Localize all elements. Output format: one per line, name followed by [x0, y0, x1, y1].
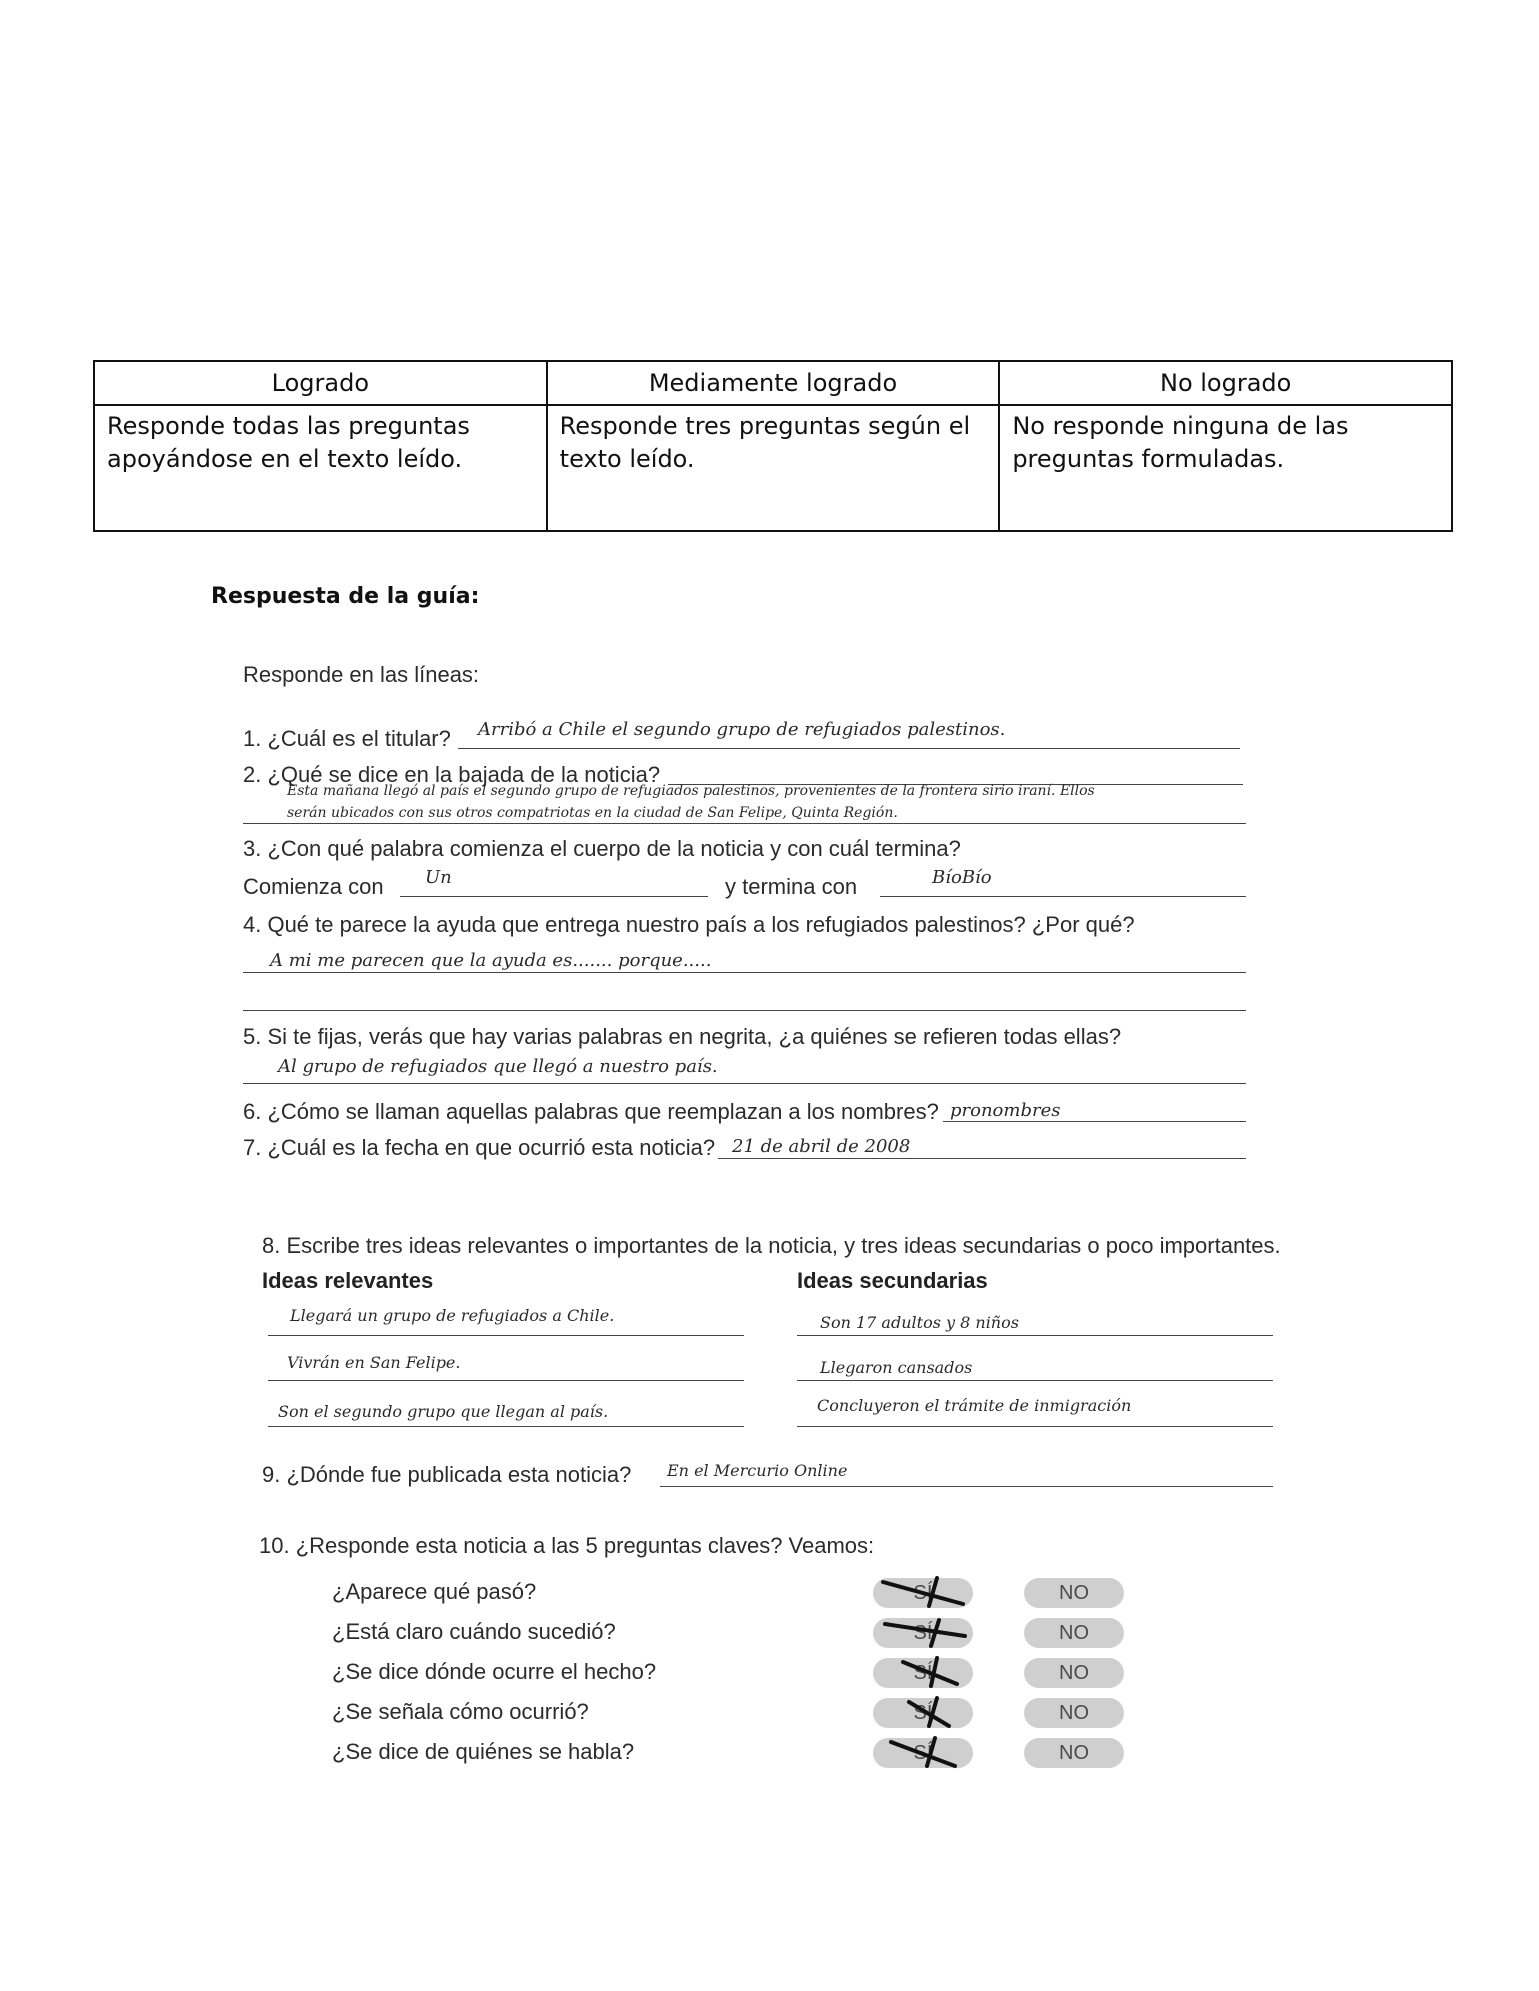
- q10-item-5-yes-pill[interactable]: SÍ: [873, 1738, 973, 1768]
- rubric-desc-no-logrado: No responde ninguna de las preguntas formuladas.: [999, 405, 1452, 531]
- q10-item-2: ¿Está claro cuándo sucedió?: [332, 1619, 616, 1644]
- q8-relevant-line-1: [268, 1335, 744, 1336]
- q1-answer-line: [458, 748, 1240, 749]
- rubric-header-logrado: Logrado: [94, 361, 547, 405]
- q2-question: 2. ¿Qué se dice en la bajada de la noticia?: [243, 762, 661, 787]
- q9-answer: En el Mercurio Online: [667, 1461, 848, 1480]
- q8-relevant-heading: Ideas relevantes: [262, 1268, 434, 1293]
- q3-starts-line: [400, 896, 708, 897]
- q6-answer-line: [943, 1121, 1246, 1122]
- section-heading: Respuesta de la guía:: [211, 584, 480, 609]
- q10-item-1-check-mark-icon: [875, 1574, 975, 1610]
- q8-relevant-line-2: [268, 1380, 744, 1381]
- q10-item-3-yes-pill[interactable]: SÍ: [873, 1658, 973, 1688]
- q3-question: 3. ¿Con qué palabra comienza el cuerpo de la noticia y con cuál termina?: [243, 836, 961, 861]
- q10-item-2-yes-pill[interactable]: SÍ: [873, 1618, 973, 1648]
- rubric-table: [93, 360, 1453, 532]
- q3-ends-line: [880, 896, 1246, 897]
- rubric-header-mediamente-logrado: Mediamente logrado: [547, 361, 1000, 405]
- q10-item-5: ¿Se dice de quiénes se habla?: [332, 1739, 635, 1764]
- rubric-desc-mediamente-logrado: Responde tres preguntas según el texto leído.: [547, 405, 1000, 531]
- q9-answer-line: [660, 1486, 1273, 1487]
- q7-answer-line: [718, 1158, 1246, 1159]
- q10-item-1-no-pill[interactable]: NO: [1024, 1578, 1124, 1608]
- q6-question: 6. ¿Cómo se llaman aquellas palabras que reemplazan a los nombres?: [243, 1099, 939, 1124]
- q7-question: 7. ¿Cuál es la fecha en que ocurrió esta noticia?: [243, 1135, 716, 1160]
- q8-secondary-line-1: [797, 1335, 1273, 1336]
- q8-question: 8. Escribe tres ideas relevantes o importantes de la noticia, y tres ideas secundarias o poco importantes.: [262, 1233, 1281, 1258]
- q4-answer-line-1: [243, 972, 1246, 973]
- q3-ends-label: y termina con: [725, 874, 858, 899]
- q8-relevant-2: Vivrán en San Felipe.: [287, 1353, 461, 1372]
- q6-answer: pronombres: [950, 1100, 1061, 1121]
- q8-relevant-line-3: [268, 1426, 744, 1427]
- q3-starts-label: Comienza con: [243, 874, 384, 899]
- q10-item-4: ¿Se señala cómo ocurrió?: [332, 1699, 589, 1724]
- q8-secondary-line-3: [797, 1426, 1273, 1427]
- q9-question: 9. ¿Dónde fue publicada esta noticia?: [262, 1462, 632, 1487]
- q10-item-5-no-pill[interactable]: NO: [1024, 1738, 1124, 1768]
- instruction: Responde en las líneas:: [243, 662, 480, 687]
- q10-item-2-no-pill[interactable]: NO: [1024, 1618, 1124, 1648]
- q1-answer: Arribó a Chile el segundo grupo de refugiados palestinos.: [478, 719, 1006, 740]
- q7-answer: 21 de abril de 2008: [732, 1136, 911, 1157]
- q4-answer: A mi me parecen que la ayuda es....... porque.....: [270, 950, 712, 971]
- q10-item-4-yes-pill[interactable]: SÍ: [873, 1698, 973, 1728]
- q8-relevant-1: Llegará un grupo de refugiados a Chile.: [290, 1306, 615, 1325]
- rubric-desc-logrado: Responde todas las preguntas apoyándose en el texto leído.: [94, 405, 547, 531]
- q10-item-1: ¿Aparece qué pasó?: [332, 1579, 537, 1604]
- q10-item-5-check-mark-icon: [875, 1734, 975, 1770]
- q4-answer-line-2: [243, 1010, 1246, 1011]
- q10-item-1-yes-pill[interactable]: SÍ: [873, 1578, 973, 1608]
- q5-answer: Al grupo de refugiados que llegó a nuestro país.: [278, 1056, 718, 1077]
- q10-item-3-no-pill[interactable]: NO: [1024, 1658, 1124, 1688]
- q8-secondary-line-2: [797, 1380, 1273, 1381]
- q10-item-3: ¿Se dice dónde ocurre el hecho?: [332, 1659, 657, 1684]
- q4-question: 4. Qué te parece la ayuda que entrega nuestro país a los refugiados palestinos? ¿Por qué?: [243, 912, 1135, 937]
- q10-item-4-check-mark-icon: [875, 1694, 975, 1730]
- q10-question: 10. ¿Responde esta noticia a las 5 preguntas claves? Veamos:: [259, 1533, 875, 1558]
- rubric-header-no-logrado: No logrado: [999, 361, 1452, 405]
- q10-item-2-check-mark-icon: [875, 1614, 975, 1650]
- q5-question: 5. Si te fijas, verás que hay varias palabras en negrita, ¿a quiénes se refieren todas ellas?: [243, 1024, 1122, 1049]
- q8-secondary-heading: Ideas secundarias: [797, 1268, 988, 1293]
- q1-question: 1. ¿Cuál es el titular?: [243, 726, 451, 751]
- q2-answer-line-2: [243, 823, 1246, 824]
- q2-answer-line-2-text: serán ubicados con sus otros compatriotas en la ciudad de San Felipe, Quinta Región.: [287, 805, 898, 821]
- q3-starts-answer: Un: [425, 867, 452, 888]
- q10-item-4-no-pill[interactable]: NO: [1024, 1698, 1124, 1728]
- q8-secondary-1: Son 17 adultos y 8 niños: [820, 1313, 1019, 1332]
- q2-answer-line-1-text: Esta mañana llegó al país el segundo grupo de refugiados palestinos, provenientes de la frontera sirio iraní. Ellos: [287, 783, 1095, 799]
- q3-ends-answer: BíoBío: [932, 867, 992, 888]
- q8-relevant-3: Son el segundo grupo que llegan al país.: [278, 1402, 609, 1421]
- q10-item-3-check-mark-icon: [875, 1654, 975, 1690]
- q8-secondary-2: Llegaron cansados: [820, 1358, 973, 1377]
- q5-answer-line: [243, 1083, 1246, 1084]
- q8-secondary-3: Concluyeron el trámite de inmigración: [817, 1396, 1132, 1415]
